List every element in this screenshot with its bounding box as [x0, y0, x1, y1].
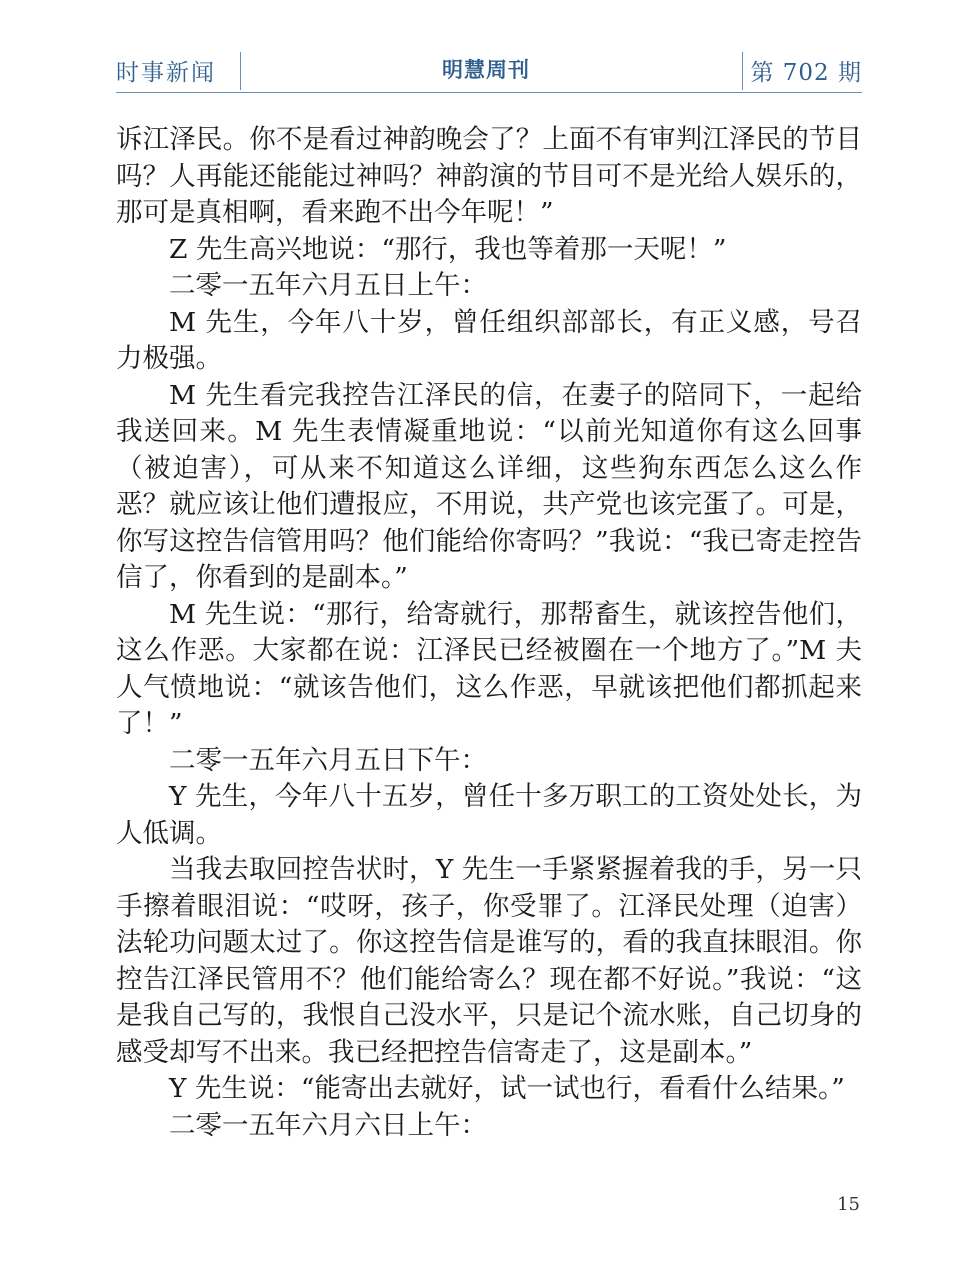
paragraph: Z 先生高兴地说：“那行，我也等着那一天呢！” — [169, 233, 727, 265]
paragraph: 二零一五年六月六日上午： — [169, 1109, 487, 1141]
issue-number: 第 702 期 — [750, 60, 862, 86]
header-rule — [116, 92, 862, 93]
page-header — [116, 52, 862, 90]
header-divider-right — [742, 52, 743, 90]
paragraph: 诉江泽民。你不是看过神韵晚会了？上面不有审判江泽民的节目吗？人再能还能能过神吗？神韵演的节目可不是光给人娱乐的，那可是真相啊，看来跑不出今年呢！” — [116, 124, 862, 228]
paragraph: 二零一五年六月五日下午： — [169, 744, 487, 776]
paragraph: 当我去取回控告状时，Y 先生一手紧紧握着我的手，另一只手擦着眼泪说：“哎呀，孩子，你受罪了。江泽民处理（迫害）法轮功问题太过了。你这控告信是谁写的，看的我直抹眼泪。你控告江泽民管用不？他们能给寄么？现在都不好说。”我说：“这是我自己写的，我恨自己没水平，只是记个流水账，自己切身的感受却写不出来。我已经把控告信寄走了，这是副本。” — [116, 854, 862, 1068]
page-number: 15 — [837, 1194, 860, 1215]
paragraph: M 先生，今年八十岁，曾任组织部部长，有正义感，号召力极强。 — [116, 306, 862, 374]
article-body — [116, 122, 862, 1144]
publication-title: 明慧周刊 — [442, 58, 530, 82]
section-label: 时事新闻 — [116, 60, 216, 86]
paragraph: M 先生看完我控告江泽民的信，在妻子的陪同下，一起给我送回来。M 先生表情凝重地说：“以前光知道你有这么回事（被迫害），可从来不知道这么详细，这些狗东西怎么这么作恶？就应该让他们遭报应，不用说，共产党也该完蛋了。可是，你写这控告信管用吗？他们能给你寄吗？”我说：“我已寄走控告信了，你看到的是副本。” — [116, 379, 862, 593]
paragraph: 二零一五年六月五日上午： — [169, 270, 487, 301]
header-divider-left — [240, 52, 241, 90]
paragraph: M 先生说：“那行，给寄就行，那帮畜生，就该控告他们，这么作恶。大家都在说：江泽民已经被圈在一个地方了。”M 夫人气愤地说：“就该告他们，这么作恶，早就该把他们都抓起来了！” — [116, 598, 862, 739]
paragraph: Y 先生说：“能寄出去就好，试一试也行，看看什么结果。” — [169, 1073, 845, 1104]
paragraph: Y 先生，今年八十五岁，曾任十多万职工的工资处处长，为人低调。 — [116, 781, 862, 849]
